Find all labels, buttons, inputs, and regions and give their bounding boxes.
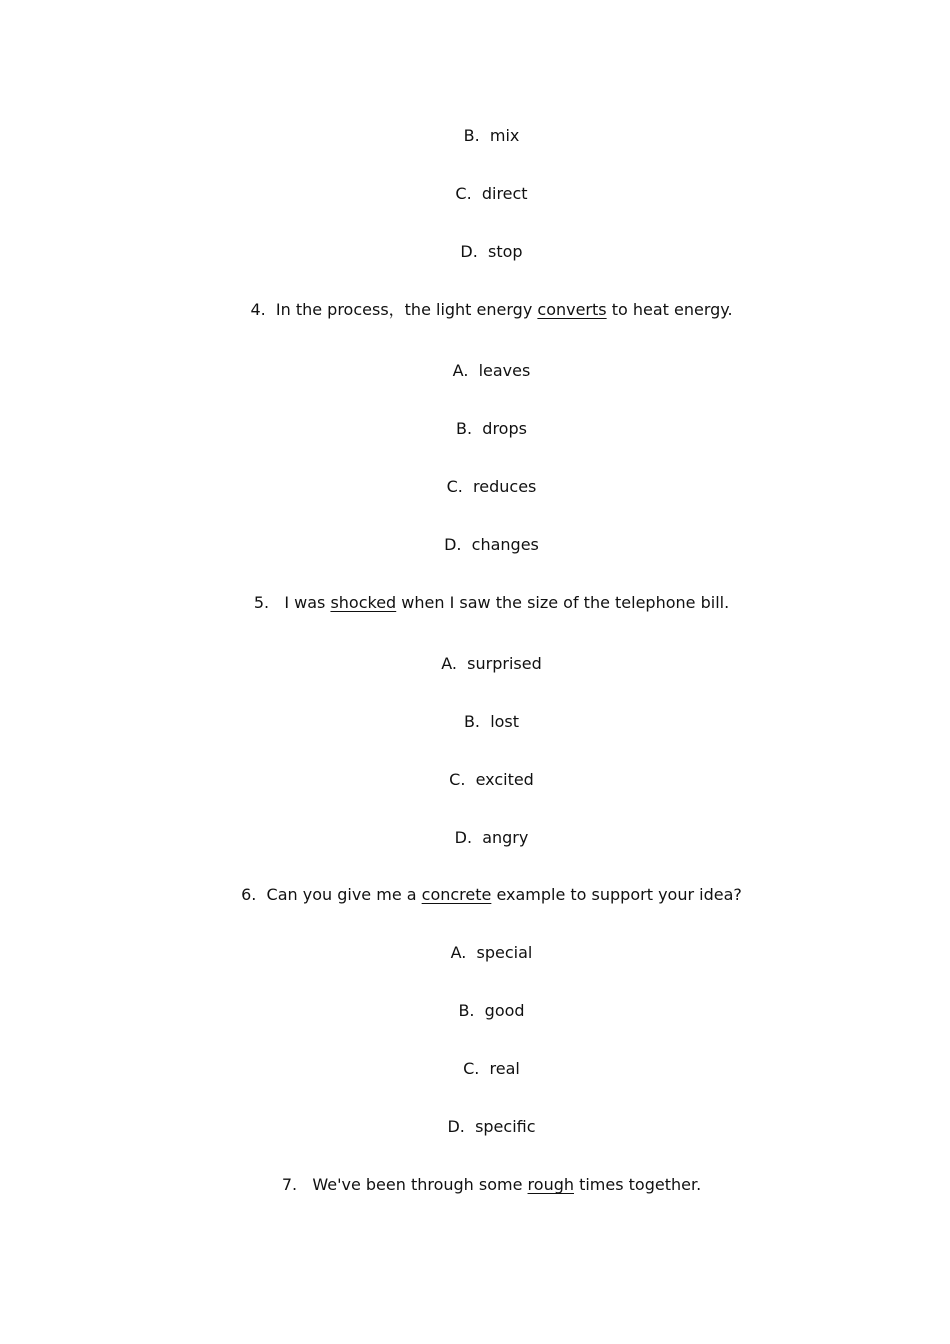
- q4-option-a: A. leaves: [452, 361, 531, 380]
- q4-underlined-word: converts: [537, 300, 607, 319]
- q6-question: [0, 885, 950, 905]
- q3-option-b: B. mix: [463, 126, 520, 145]
- q6-underlined-word: concrete: [421, 885, 492, 904]
- q5-question-post: when I saw the size of the telephone bill.: [396, 593, 730, 612]
- q5-option-a: A. surprised: [441, 654, 542, 673]
- q5-question-pre: 5. I was: [253, 593, 331, 612]
- q4-option-b: B. drops: [456, 419, 527, 438]
- q5-underlined-word: shocked: [330, 593, 397, 612]
- q4-question-pre: 4. In the process，the light energy: [250, 300, 538, 319]
- q4-option-c: C. reduces: [446, 477, 537, 496]
- q6-option-a: A. special: [450, 943, 533, 962]
- q3-option-c: C. direct: [455, 184, 528, 203]
- q6-option-c: C. real: [463, 1059, 520, 1078]
- q6-question-pre: 6. Can you give me a: [241, 885, 422, 904]
- q6-question-post: example to support your idea?: [491, 885, 742, 904]
- q6-option-b: B. good: [458, 1001, 525, 1020]
- q6-option-d: D. specific: [447, 1117, 536, 1136]
- q3-option-d: D. stop: [460, 242, 523, 261]
- q5-option-b: B. lost: [463, 712, 520, 731]
- q5-question: [0, 593, 950, 613]
- q7-question-pre: 7. We've been through some: [281, 1175, 528, 1194]
- q7-question-post: times together.: [574, 1175, 702, 1194]
- q4-question: [0, 300, 950, 320]
- q7-underlined-word: rough: [527, 1175, 574, 1194]
- q4-question-post: to heat energy.: [606, 300, 733, 319]
- q7-question: [0, 1175, 950, 1195]
- q4-option-d: D. changes: [444, 535, 539, 554]
- q5-option-c: C. excited: [449, 770, 534, 789]
- q5-option-d: D. angry: [454, 828, 529, 847]
